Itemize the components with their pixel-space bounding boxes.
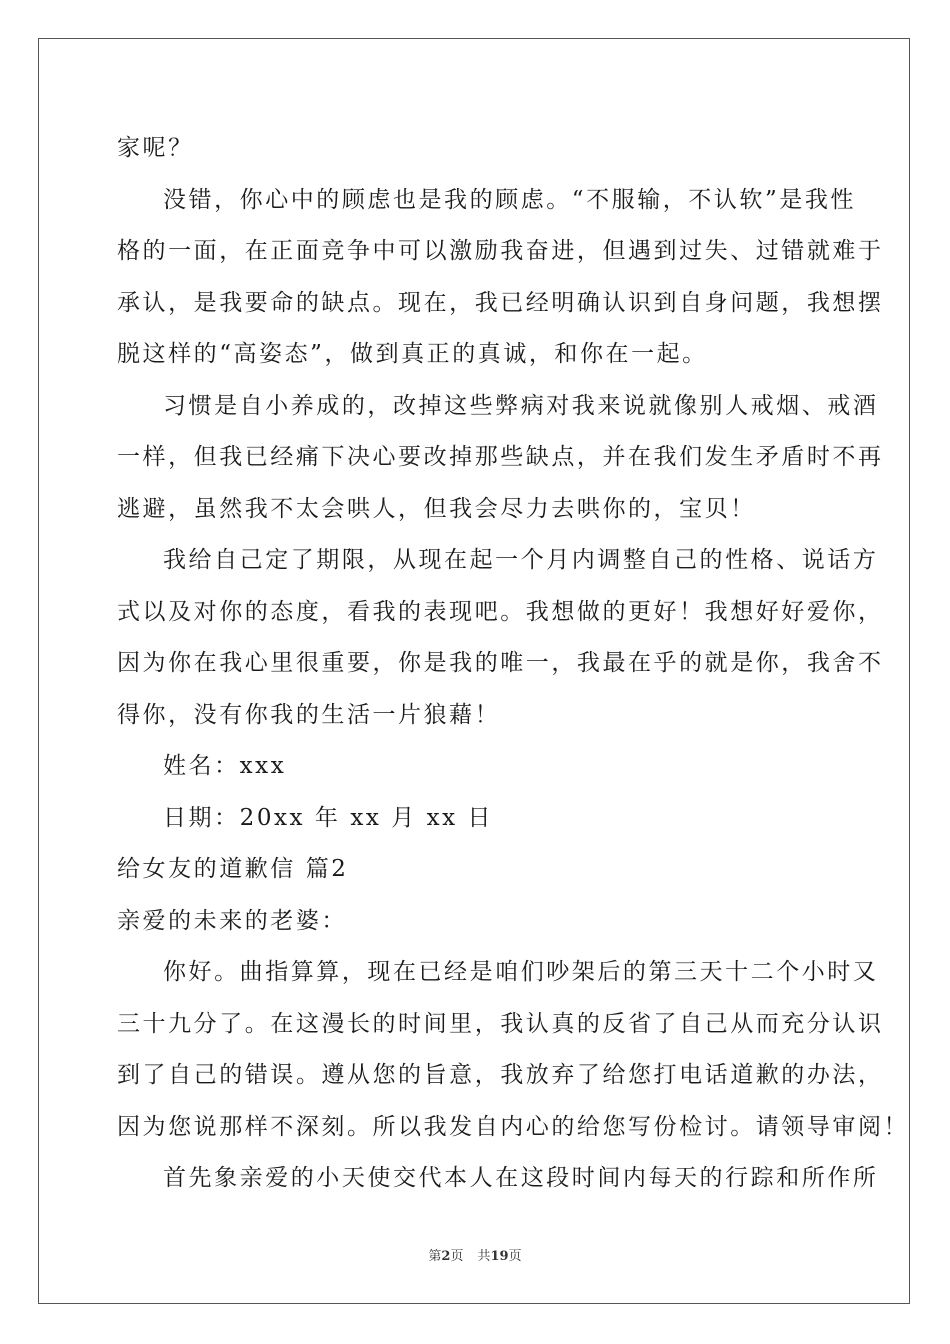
signature-name: 姓名：xxx xyxy=(163,753,287,779)
paragraph-line: 首先象亲爱的小天使交代本人在这段时间内每天的行踪和所作所 xyxy=(163,1165,879,1191)
paragraph-line: 没错，你心中的顾虑也是我的顾虑。“不服输，不认软”是我性 xyxy=(163,187,856,213)
text-line: 家呢？ xyxy=(117,135,194,161)
text-line: 格的一面，在正面竞争中可以激励我奋进，但遇到过失、过错就难于 xyxy=(117,238,884,264)
page-number: 2 xyxy=(441,1249,451,1264)
text-line: 逃避，虽然我不太会哄人，但我会尽力去哄你的，宝贝！ xyxy=(117,496,756,522)
page-prefix: 第 xyxy=(428,1249,442,1264)
text-line: 到了自己的错误。遵从您的旨意，我放弃了给您打电话道歉的办法， xyxy=(117,1062,884,1088)
total-suffix: 页 xyxy=(508,1249,522,1264)
text-line: 承认，是我要命的缺点。现在，我已经明确认识到自身问题，我想摆 xyxy=(117,290,884,316)
salutation: 亲爱的未来的老婆： xyxy=(117,908,347,934)
paragraph-line: 你好。曲指算算，现在已经是咱们吵架后的第三天十二个小时又 xyxy=(163,959,879,985)
paragraph-line: 我给自己定了期限，从现在起一个月内调整自己的性格、说话方 xyxy=(163,547,879,573)
text-line: 三十九分了。在这漫长的时间里，我认真的反省了自己从而充分认识 xyxy=(117,1011,884,1037)
text-line: 式以及对你的态度，看我的表现吧。我想做的更好！我想好好爱你， xyxy=(117,599,884,625)
text-line: 脱这样的“高姿态”，做到真正的真诚，和你在一起。 xyxy=(117,341,708,367)
section-title: 给女友的道歉信 篇2 xyxy=(117,856,349,882)
text-line: 得你，没有你我的生活一片狼藉！ xyxy=(117,702,501,728)
text-line: 因为你在我心里很重要，你是我的唯一，我最在乎的就是你，我舍不 xyxy=(117,650,884,676)
total-pages: 19 xyxy=(490,1249,509,1264)
text-line: 一样，但我已经痛下决心要改掉那些缺点，并在我们发生矛盾时不再 xyxy=(117,444,884,470)
page-suffix: 页 xyxy=(450,1249,464,1264)
page-footer xyxy=(0,1245,950,1264)
text-line: 因为您说那样不深刻。所以我发自内心的给您写份检讨。请领导审阅！ xyxy=(117,1114,910,1140)
total-prefix: 共 xyxy=(477,1249,491,1264)
signature-date: 日期：20xx 年 xx 月 xx 日 xyxy=(163,805,494,831)
paragraph-line: 习惯是自小养成的，改掉这些弊病对我来说就像别人戒烟、戒酒 xyxy=(163,393,879,419)
